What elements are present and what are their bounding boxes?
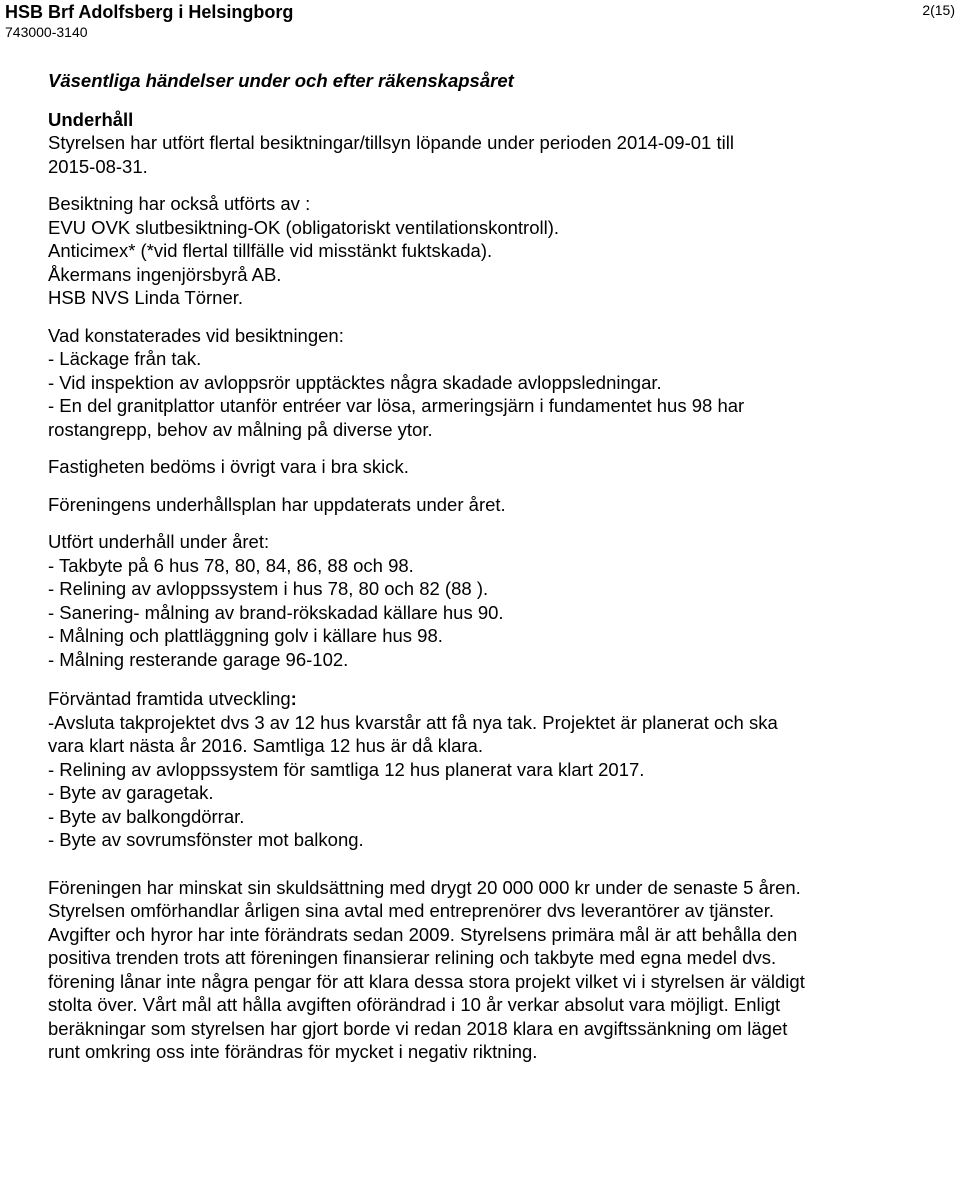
intro-line: Styrelsen har utfört flertal besiktningar/tillsyn löpande under perioden 2014-09-01 till <box>48 132 734 153</box>
inspections-line: EVU OVK slutbesiktning-OK (obligatoriskt ventilationskontroll). <box>48 216 560 238</box>
findings-line: - Vid inspektion av avloppsrör upptäcktes några skadade avloppsledningar. <box>48 371 662 393</box>
page-header <box>5 0 955 44</box>
closing-line: förening lånar inte några pengar för att klara dessa stora projekt vilket vi i styrelsen är väldigt <box>48 970 805 992</box>
intro-paragraph <box>48 131 953 178</box>
condition-statement: Fastigheten bedöms i övrigt vara i bra skick. <box>48 456 409 477</box>
organization-number: 743000-3140 <box>5 24 88 40</box>
document-body <box>48 69 953 1064</box>
future-line: -Avsluta takprojektet dvs 3 av 12 hus kvarstår att få nya tak. Projektet är planerat och ska <box>48 711 778 733</box>
section-heading: Väsentliga händelser under och efter räkenskapsåret <box>48 70 514 91</box>
closing-line: runt omkring oss inte förändras för mycket i negativ riktning. <box>48 1041 538 1062</box>
future-line: - Relining av avloppssystem för samtliga 12 hus planerat vara klart 2017. <box>48 758 645 780</box>
performed-maintenance-list <box>48 530 953 671</box>
inspections-line: Åkermans ingenjörsbyrå AB. <box>48 263 282 285</box>
closing-line: stolta över. Vårt mål att hålla avgiften oförändrad i 10 år verkar absolut vara möjligt. Enligt <box>48 994 781 1015</box>
performed-line: - Relining av avloppssystem i hus 78, 80 och 82 (88 ). <box>48 578 489 599</box>
inspections-list <box>48 192 953 310</box>
findings-line: rostangrepp, behov av målning på diverse ytor. <box>48 418 433 440</box>
closing-line: positiva trenden trots att föreningen finansierar relining och takbyte med egna medel dvs. <box>48 947 777 968</box>
inspections-line: Besiktning har också utförts av : <box>48 193 311 214</box>
performed-line: - Målning och plattläggning golv i källare hus 98. <box>48 625 443 646</box>
intro-line: 2015-08-31. <box>48 155 148 177</box>
findings-line: Vad konstaterades vid besiktningen: <box>48 324 344 346</box>
future-heading-colon: : <box>290 688 297 709</box>
closing-paragraph <box>48 876 953 1064</box>
maintenance-heading: Underhåll <box>48 109 134 130</box>
performed-line: - Målning resterande garage 96-102. <box>48 648 349 670</box>
future-heading-line <box>48 687 953 711</box>
future-line: - Byte av sovrumsfönster mot balkong. <box>48 829 364 850</box>
performed-line: Utfört underhåll under året: <box>48 531 270 552</box>
findings-list <box>48 324 953 442</box>
future-line: vara klart nästa år 2016. Samtliga 12 hus är då klara. <box>48 735 483 756</box>
closing-line: beräkningar som styrelsen har gjort borde vi redan 2018 klara en avgiftssänkning om läget <box>48 1017 788 1039</box>
organization-name: HSB Brf Adolfsberg i Helsingborg <box>5 2 294 22</box>
plan-statement: Föreningens underhållsplan har uppdaterats under året. <box>48 493 506 515</box>
performed-line: - Sanering- målning av brand-rökskadad källare hus 90. <box>48 601 504 623</box>
performed-line: - Takbyte på 6 hus 78, 80, 84, 86, 88 och 98. <box>48 554 414 576</box>
page-number: 2(15) <box>922 2 955 18</box>
closing-line: Avgifter och hyror har inte förändrats sedan 2009. Styrelsens primära mål är att behålla den <box>48 923 798 945</box>
closing-line: Styrelsen omförhandlar årligen sina avtal med entreprenörer dvs leverantörer av tjänster. <box>48 900 774 921</box>
future-heading: Förväntad framtida utveckling <box>48 688 291 709</box>
future-development-list <box>48 687 953 852</box>
future-line: - Byte av balkongdörrar. <box>48 805 245 827</box>
closing-line: Föreningen har minskat sin skuldsättning med drygt 20 000 000 kr under de senaste 5 åren. <box>48 876 801 898</box>
future-line: - Byte av garagetak. <box>48 782 214 803</box>
inspections-line: Anticimex* (*vid flertal tillfälle vid misstänkt fuktskada). <box>48 240 493 261</box>
findings-line: - Läckage från tak. <box>48 348 202 369</box>
findings-line: - En del granitplattor utanför entréer var lösa, armeringsjärn i fundamentet hus 98 har <box>48 395 745 416</box>
inspections-line: HSB NVS Linda Törner. <box>48 287 244 308</box>
